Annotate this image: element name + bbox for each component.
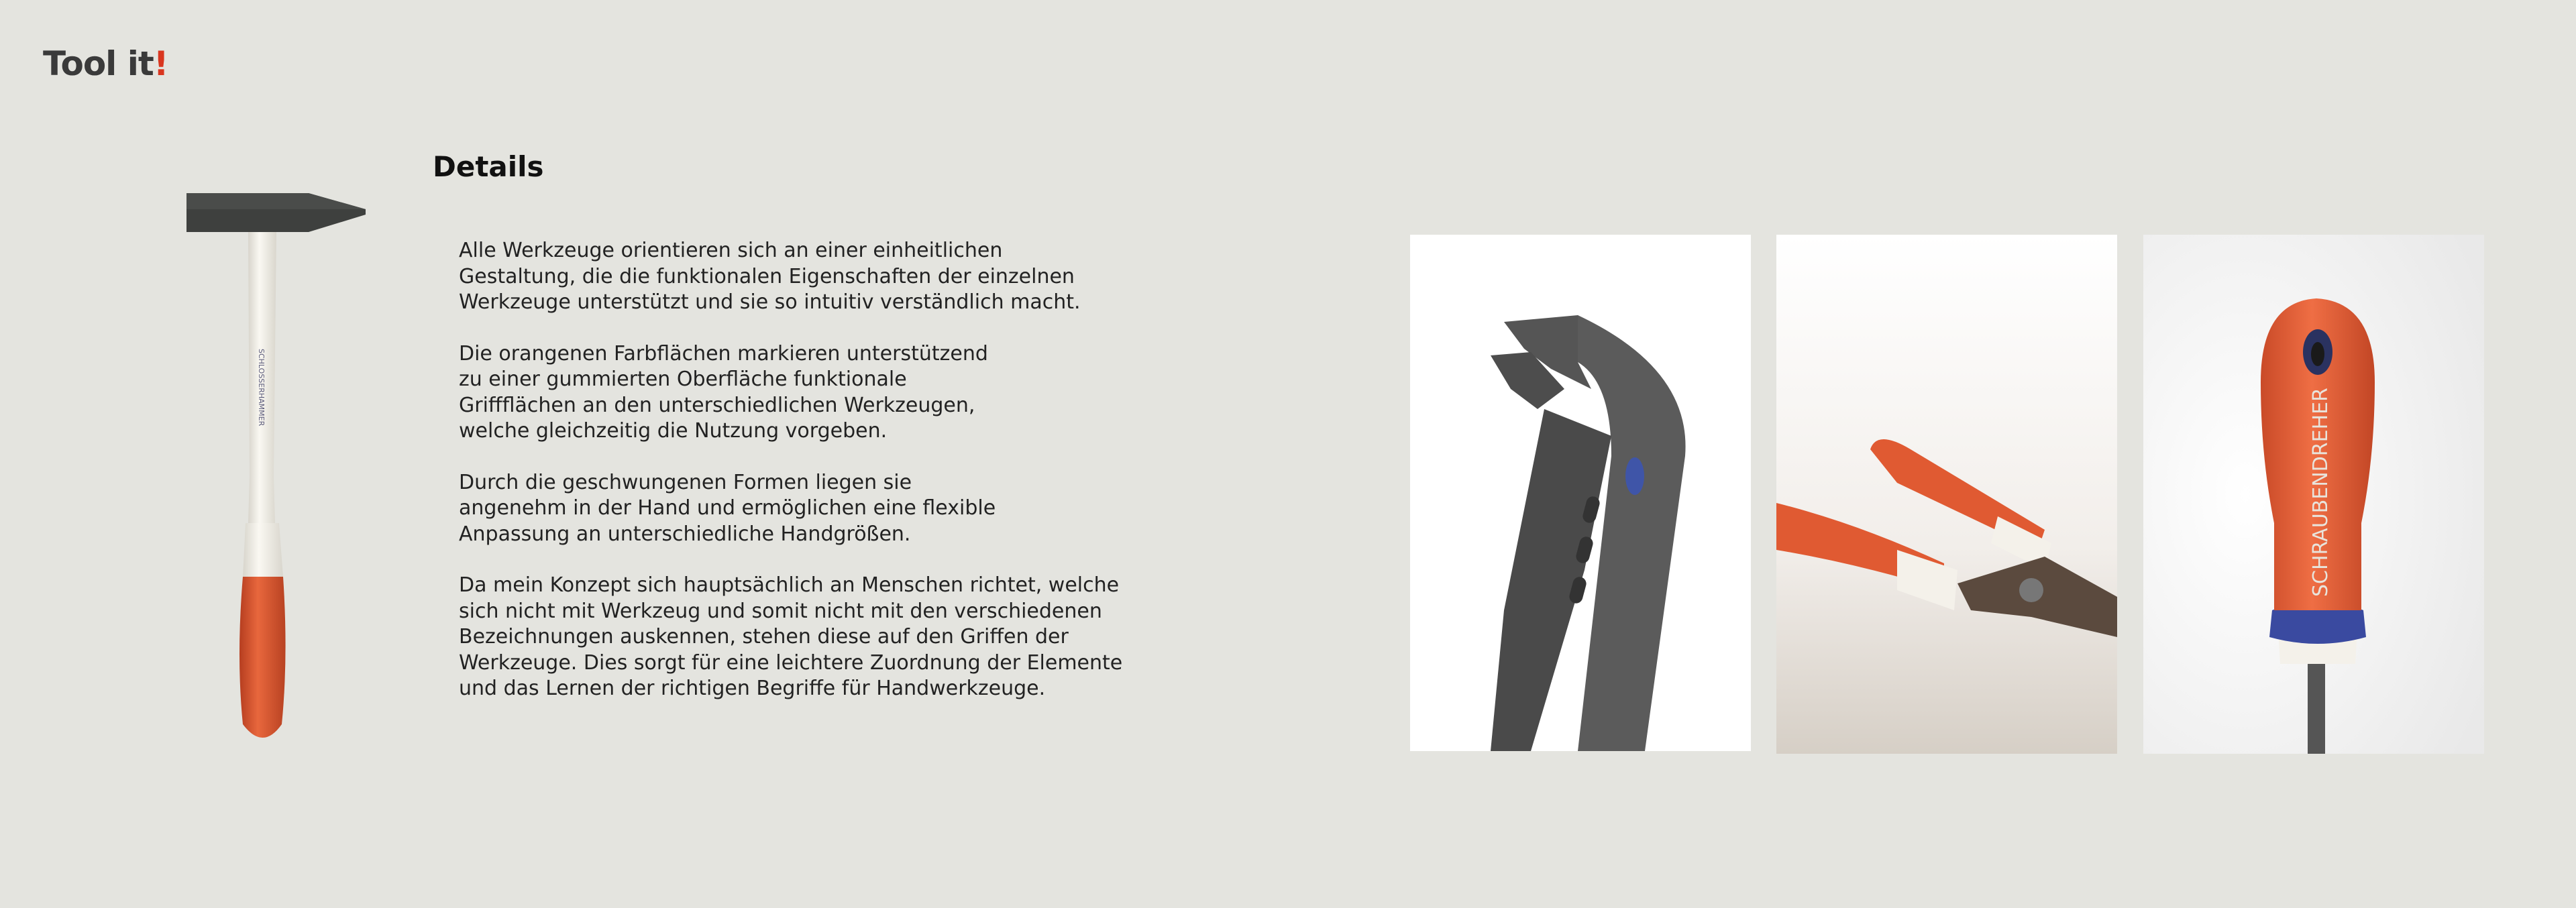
logo xyxy=(43,44,168,83)
hammer-label: SCHLOSSERHAMMER xyxy=(257,349,266,427)
details-paragraph-1: Alle Werkzeuge orientieren sich an einer einheitlichen Gestaltung, die die funktionalen Eigenschaften der einzelnen Werkzeuge unterstützt und sie so intuitiv verständlich macht. xyxy=(459,239,1081,314)
details-paragraph-3: Durch die geschwungenen Formen liegen sie angenehm in der Hand und ermöglichen eine flexible Anpassung an unterschiedliche Handgrößen. xyxy=(459,470,996,546)
details-paragraph-2: Die orangenen Farbflächen markieren unterstützend zu einer gummierten Oberfläche funktionale Griffflächen an den unterschiedlichen Werkzeugen, welche gleichzeitig die Nutzung vorgeben. xyxy=(459,341,988,443)
details-text xyxy=(459,238,1197,728)
pliers-illustration xyxy=(1776,235,2117,754)
screwdriver-label: SCHRAUBENDREHER xyxy=(2309,388,2332,597)
logo-text: Tool it xyxy=(43,44,154,83)
details-paragraph-4: Da mein Konzept sich hauptsächlich an Menschen richtet, welche sich nicht mit Werkzeug und somit nicht mit den verschiedenen Bezeichnungen auskennen, stehen diese auf den Griffen der Werkzeuge. Dies sorgt für eine leichtere Zuordnung der Elemente und das Lernen der richtigen Begriffe für Handwerkzeuge. xyxy=(459,573,1123,700)
water-pump-pliers-image xyxy=(1410,235,1751,751)
water-pump-pliers-illustration xyxy=(1410,235,1751,751)
details-title: Details xyxy=(433,150,544,183)
hammer-illustration xyxy=(181,188,376,764)
screwdriver-image xyxy=(2143,235,2484,754)
pliers-image xyxy=(1776,235,2117,754)
logo-accent: ! xyxy=(153,44,168,83)
screwdriver-illustration xyxy=(2143,235,2484,754)
hammer-image xyxy=(181,188,376,764)
